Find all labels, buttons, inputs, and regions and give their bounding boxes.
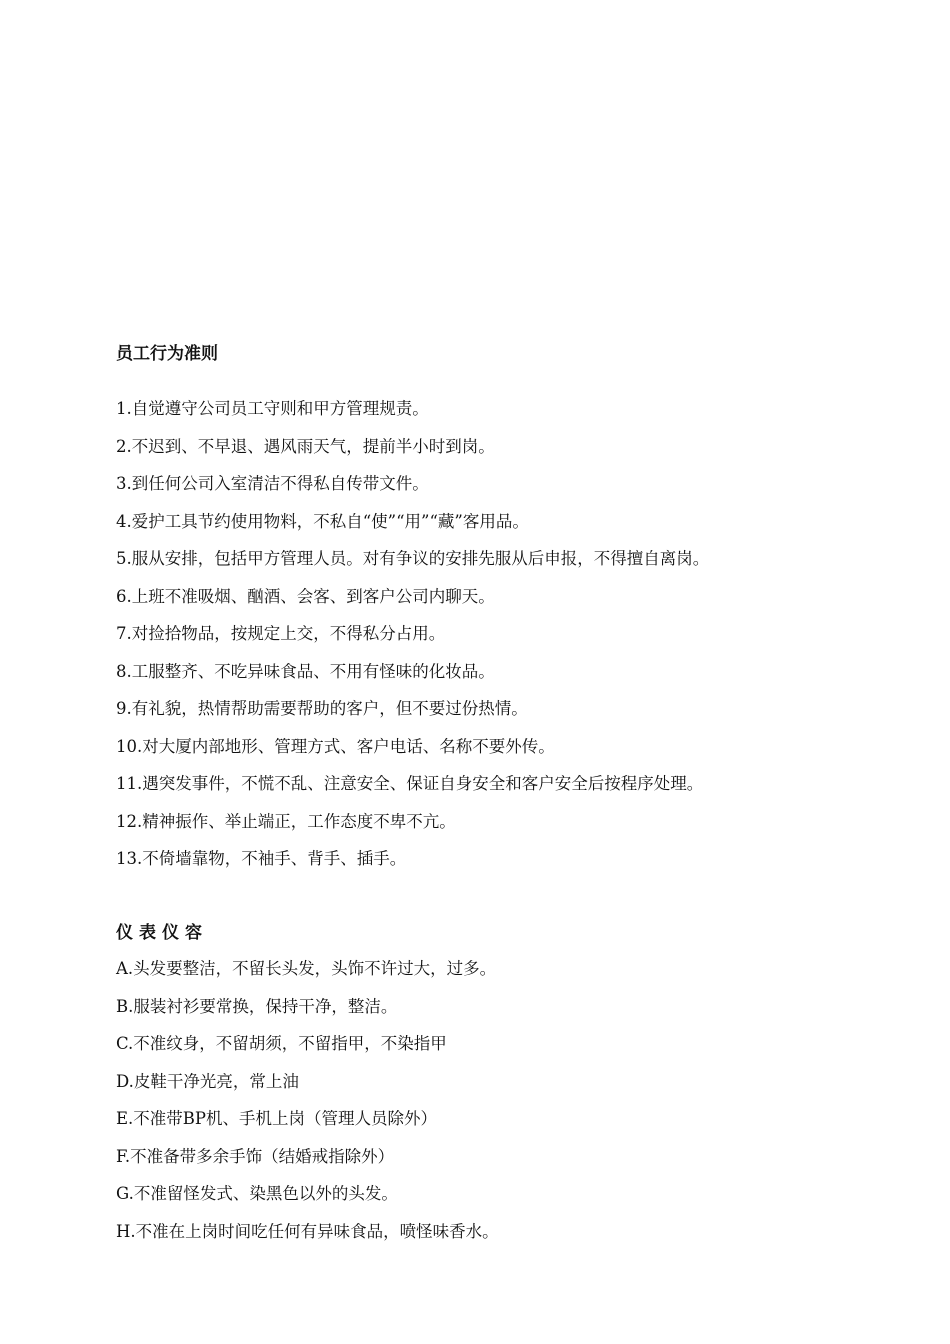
conduct-item: 10.对大厦内部地形、管理方式、客户电话、名称不要外传。 (116, 736, 555, 756)
conduct-item: 7.对捡拾物品，按规定上交，不得私分占用。 (116, 624, 446, 643)
conduct-item: 13.不倚墙靠物，不袖手、背手、插手。 (116, 849, 407, 868)
conduct-item: 11.遇突发事件，不慌不乱、注意安全、保证自身安全和客户安全后按程序处理。 (116, 774, 704, 793)
appearance-item: C.不准纹身，不留胡须，不留指甲，不染指甲 (116, 1034, 447, 1053)
appearance-item: B.服装衬衫要常换，保持干净，整洁。 (116, 996, 398, 1016)
conduct-list (116, 398, 709, 886)
conduct-item: 3.到任何公司入室清洁不得私自传带文件。 (116, 474, 429, 493)
appearance-item: E.不准带BP机、手机上岗（管理人员除外） (116, 1109, 438, 1128)
conduct-item: 12.精神振作、举止端正，工作态度不卑不亢。 (116, 811, 456, 831)
conduct-item: 6.上班不准吸烟、酗酒、会客、到客户公司内聊天。 (116, 586, 495, 606)
appearance-list (116, 958, 499, 1258)
conduct-item: 1.自觉遵守公司员工守则和甲方管理规责。 (116, 399, 429, 418)
conduct-item: 4.爱护工具节约使用物料，不私自“使”“用”“藏”客用品。 (116, 511, 529, 531)
appearance-item: H.不准在上岗时间吃任何有异味食品，喷怪味香水。 (116, 1221, 499, 1241)
conduct-item: 2.不迟到、不早退、遇风雨天气，提前半小时到岗。 (116, 436, 495, 456)
conduct-item: 8.工服整齐、不吃异味食品、不用有怪味的化妆品。 (116, 661, 495, 681)
appearance-item: G.不准留怪发式、染黑色以外的头发。 (116, 1184, 398, 1203)
conduct-item: 5.服从安排，包括甲方管理人员。对有争议的安排先服从后申报，不得擅自离岗。 (116, 549, 710, 568)
appearance-item: F.不准备带多余手饰（结婚戒指除外） (116, 1146, 395, 1166)
conduct-item: 9.有礼貌，热情帮助需要帮助的客户，但不要过份热情。 (116, 699, 528, 718)
section-title-conduct: 员工行为准则 (116, 344, 218, 364)
appearance-item: A.头发要整洁，不留长头发，头饰不许过大，过多。 (116, 959, 497, 978)
section-title-appearance: 仪表仪容 (116, 923, 208, 943)
appearance-item: D.皮鞋干净光亮，常上油 (116, 1071, 299, 1091)
